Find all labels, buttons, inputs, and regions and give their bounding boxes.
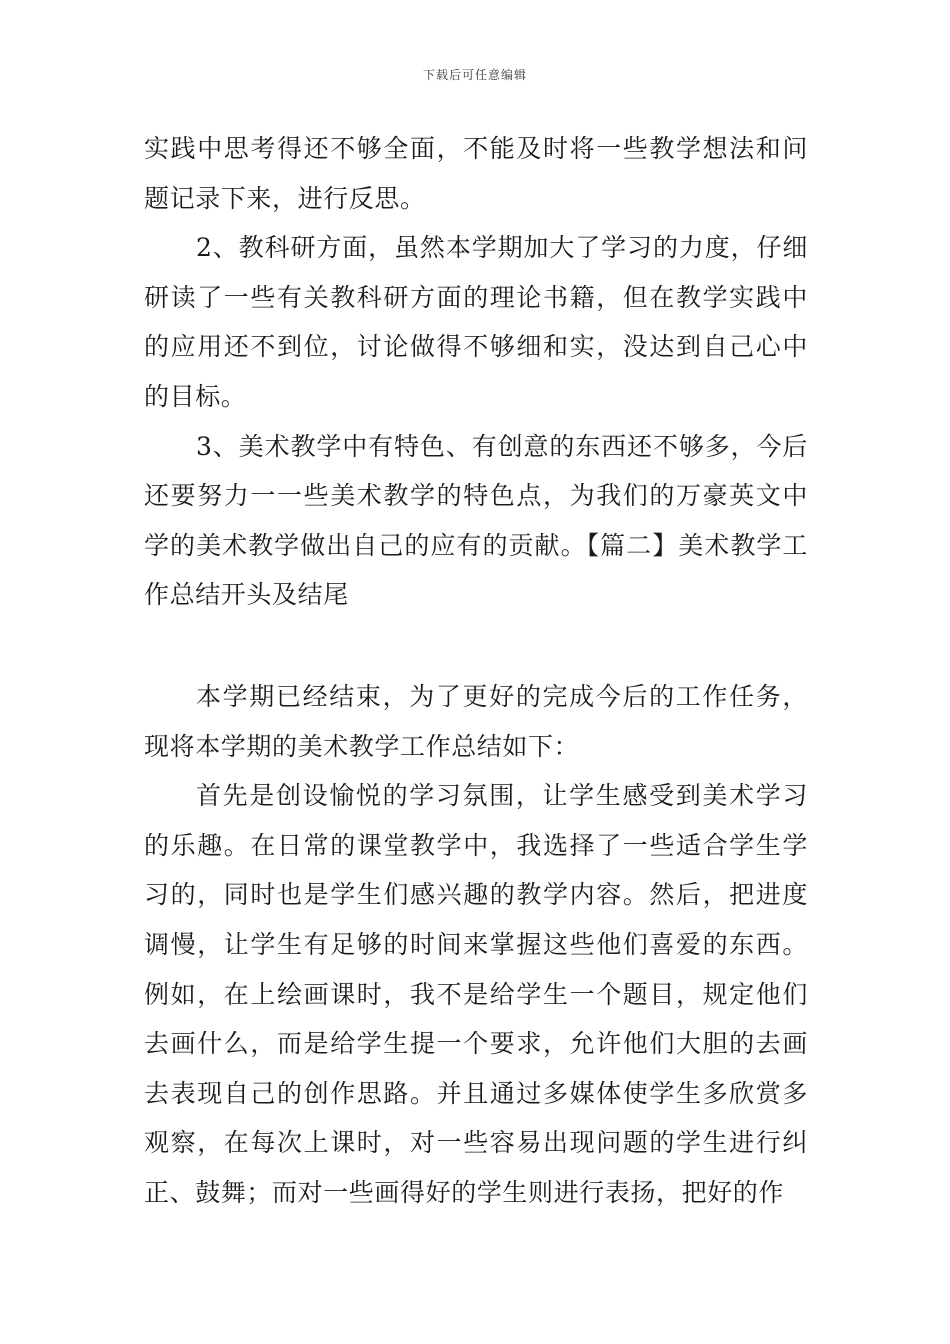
paragraph-body: 首先是创设愉悦的学习氛围，让学生感受到美术学习的乐趣。在日常的课堂教学中，我选择了一些适合学生学习的，同时也是学生们感兴趣的教学内容。然后，把进度调慢，让学生有足够的时间来掌握这些他们喜爱的东西。例如，在上绘画课时，我不是给学生一个题目，规定他们去画什么，而是给学生提一个要求，允许他们大胆的去画去表现自己的创作思路。并且通过多媒体使学生多欣赏多观察，在每次上课时，对一些容易出现问题的学生进行纠正、鼓舞；而对一些画得好的学生则进行表扬，把好的作 xyxy=(144,781,808,1207)
paragraph-item-3: 3、美术教学中有特色、有创意的东西还不够多，今后还要努力一一些美术教学的特色点，为我们的万豪英文中学的美术教学做出自己的应有的贡献。【篇二】美术教学工作总结开头及结尾 xyxy=(144,431,808,610)
page-header-note: 下载后可任意编辑 xyxy=(422,68,527,82)
section-spacer xyxy=(144,620,808,672)
paragraph-intro: 本学期已经结束，为了更好的完成今后的工作任务，现将本学期的美术教学工作总结如下： xyxy=(144,681,808,761)
paragraph-item-2: 2、教科研方面，虽然本学期加大了学习的力度，仔细研读了一些有关教科研方面的理论书籍，但在教学实践中的应用还不到位，讨论做得不够细和实，没达到自己心中的目标。 xyxy=(144,233,808,411)
document-body xyxy=(144,124,808,1217)
paragraph-continuation: 实践中思考得还不够全面，不能及时将一些教学想法和问题记录下来，进行反思。 xyxy=(144,134,808,213)
